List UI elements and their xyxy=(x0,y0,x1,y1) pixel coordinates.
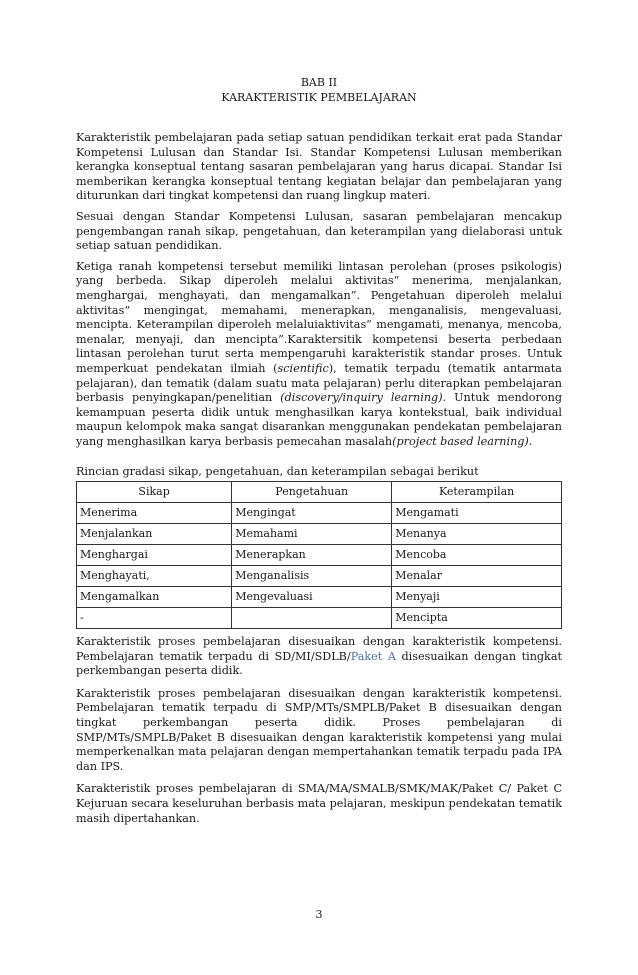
table-row xyxy=(77,566,562,587)
paragraph-4-text-a: Karakteristik proses pembelajaran disesuaikan dengan karakteristik kompetensi. Pembelajaran tematik terpadu di SD/MI/SDLB/ xyxy=(76,635,562,663)
table-cell: Mencoba xyxy=(392,545,562,566)
project-term: (project based learning). xyxy=(392,434,533,448)
table-cell: Menganalisis xyxy=(232,566,392,587)
page-number: 3 xyxy=(315,908,323,921)
discovery-term: (discovery/inquiry learning). xyxy=(280,391,447,405)
paragraph-4-text-b: disesuaikan dengan tingkat perkembangan peserta didik. xyxy=(76,649,563,678)
paragraph-3-text-b: ), tematik terpadu (tematik antarmata pelajaran), dan tematik (dalam suatu mata pelajaran) perlu diterapkan pembelajaran berbasis penyingkapan/penelitian xyxy=(76,361,562,405)
table-caption: Rincian gradasi sikap, pengetahuan, dan keterampilan sebagai berikut xyxy=(76,465,479,479)
table-row xyxy=(77,503,562,524)
header-keterampilan: Keterampilan xyxy=(392,482,562,503)
chapter-title: KARAKTERISTIK PEMBELAJARAN xyxy=(221,90,417,104)
header-sikap: Sikap xyxy=(77,482,232,503)
paragraph-2: Sesuai dengan Standar Kompetensi Lulusan, sasaran pembelajaran mencakup pengembangan ranah sikap, pengetahuan, dan keterampilan yang dielaborasi untuk setiap satuan pendidikan. xyxy=(76,209,562,253)
table-cell: Memahami xyxy=(232,524,392,545)
table-cell: Mencipta xyxy=(392,608,562,629)
table-cell xyxy=(232,608,392,629)
scientific-term: scientific xyxy=(277,361,329,375)
chapter-label: BAB II xyxy=(300,76,338,89)
table-cell: Menjalankan xyxy=(77,524,232,545)
paragraph-1: Karakteristik pembelajaran pada setiap satuan pendidikan terkait erat pada Standar Kompetensi Lulusan dan Standar Isi. Standar Kompetensi Lulusan memberikan kerangka konseptual tentang sasaran pembelajaran yang harus dicapai. Standar Isi memberikan kerangka konseptual tentang kegiatan belajar dan pembelajaran yang diturunkan dari tingkat kompetensi dan ruang lingkup materi. xyxy=(76,131,562,203)
paragraph-3 xyxy=(76,260,562,450)
table-cell: Menanya xyxy=(392,524,562,545)
table-row xyxy=(77,608,562,629)
table-row xyxy=(77,524,562,545)
table-cell: Menalar xyxy=(392,566,562,587)
table-cell: Mengevaluasi xyxy=(232,587,392,608)
paragraph-5: Karakteristik proses pembelajaran disesuaikan dengan karakteristik kompetensi. Pembelajaran tematik terpadu di SMP/MTs/SMPLB/Paket B disesuaikan dengan tingkat perkembangan peserta didik. Proses pembelajaran di SMP/MTs/SMPLB/Paket B disesuaikan dengan karakteristik kompetensi yang mulai memperkenalkan mata pelajaran dengan mempertahankan tematik terpadu pada IPA dan IPS. xyxy=(76,686,562,773)
paket-a-link[interactable]: Paket A xyxy=(350,649,396,663)
paragraph-3-text-a: Ketiga ranah kompetensi tersebut memiliki lintasan perolehan (proses psikologis) yang berbeda. Sikap diperoleh melalui aktivitas“ menerima, menjalankan, menghargai, menghayati, dan mengamalkan”. Pengetahuan diperoleh melalui aktivitas“ mengingat, memahami, menerapkan, menganalisis, mengevaluasi, mencipta. Keterampilan diperoleh melaluiaktivitas“ mengamati, menanya, mencoba, menalar, menyaji, dan mencipta”.Karaktersitik kompetensi beserta perbedaan lintasan perolehan turut serta mempengaruhi karakteristik standar proses. Untuk memperkuat pendekatan ilmiah ( xyxy=(76,259,562,375)
table-cell: Menghargai xyxy=(77,545,232,566)
table-cell: Menerapkan xyxy=(232,545,392,566)
gradation-table xyxy=(76,481,562,629)
table-cell: Mengamalkan xyxy=(77,587,232,608)
table-cell: Menghayati, xyxy=(77,566,232,587)
paragraph-4 xyxy=(76,635,562,679)
table-cell: Menerima xyxy=(77,503,232,524)
paragraph-3-text-c: Untuk mendorong kemampuan peserta didik untuk menghasilkan karya kontekstual, baik individual maupun kelompok maka sangat disarankan menggunakan pendekatan pembelajaran yang menghasilkan karya berbasis pemecahan masalah xyxy=(76,391,562,448)
table-cell: Mengingat xyxy=(232,503,392,524)
page-content xyxy=(76,76,562,834)
table-header-row xyxy=(77,482,562,503)
table-cell: Mengamati xyxy=(392,503,562,524)
table-row xyxy=(77,545,562,566)
paragraph-6: Karakteristik proses pembelajaran di SMA/MA/SMALB/SMK/MAK/Paket C/ Paket C Kejuruan secara keseluruhan berbasis mata pelajaran, meskipun pendekatan tematik masih dipertahankan. xyxy=(76,782,562,825)
table-cell: - xyxy=(77,608,232,629)
table-row xyxy=(77,587,562,608)
table-cell: Menyaji xyxy=(392,587,562,608)
header-pengetahuan: Pengetahuan xyxy=(232,482,392,503)
